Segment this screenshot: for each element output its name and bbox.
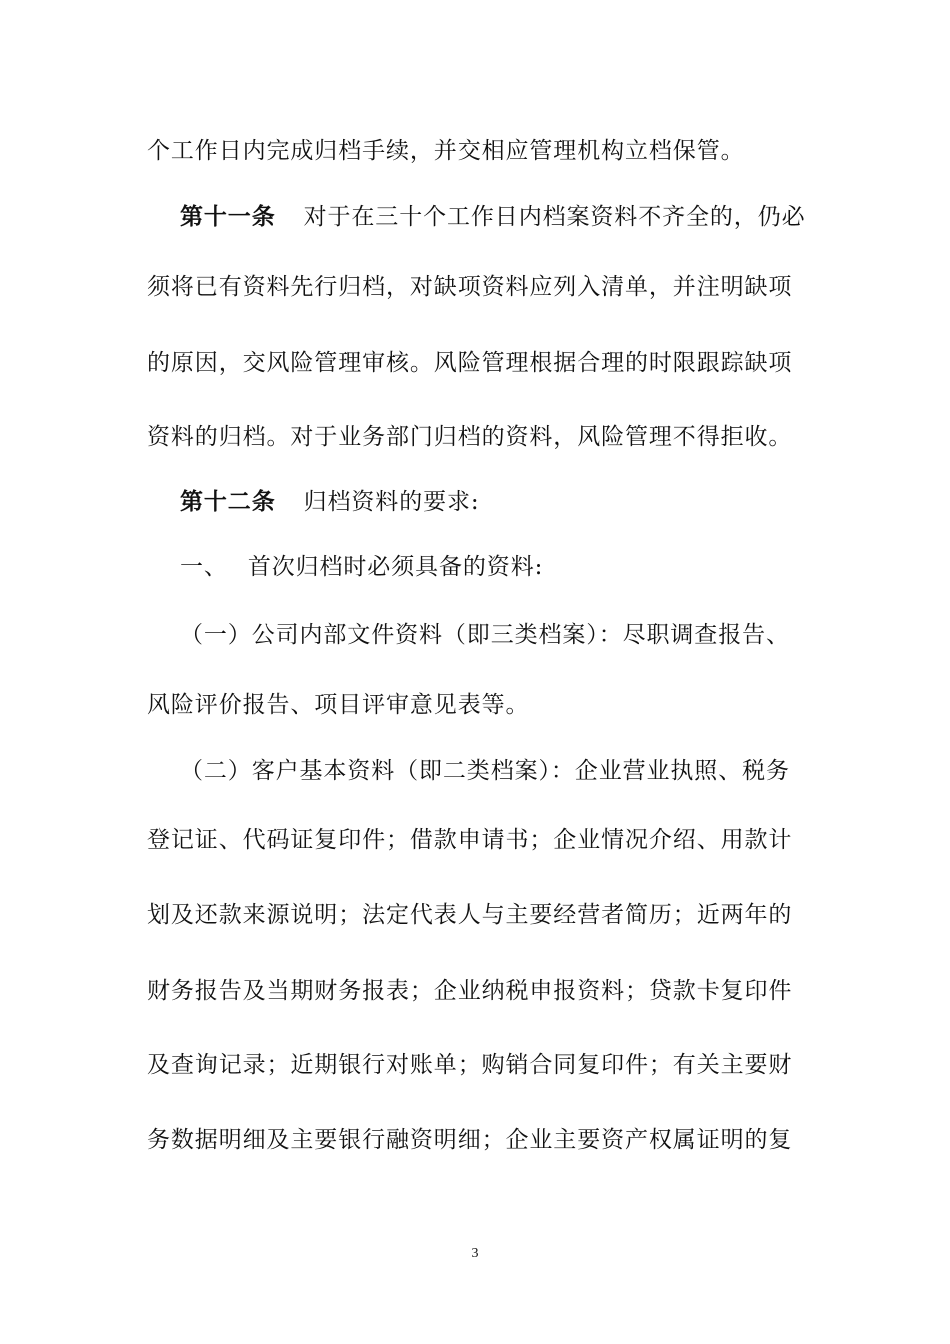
text-line-13 (147, 976, 807, 1006)
article-11-first-line (180, 202, 840, 232)
page-number: 3 (471, 1246, 479, 1261)
line-11-text: 登记证、代码证复印件；借款申请书；企业情况介绍、用款计 (147, 827, 793, 853)
line-4-text: 的原因，交风险管理审核。风险管理根据合理的时限跟踪缺项 (147, 350, 793, 376)
text-line-4 (147, 348, 807, 378)
item-one-line (180, 552, 840, 582)
line-7-text: 首次归档时必须具备的资料: (247, 554, 544, 580)
line-2-text: 对于在三十个工作日内档案资料不齐全的，仍必 (303, 204, 806, 230)
line-9-text: 风险评价报告、项目评审意见表等。 (147, 692, 530, 718)
line-13-text: 财务报告及当期财务报表；企业纳税申报资料；贷款卡复印件 (147, 978, 793, 1004)
text-line-14 (147, 1050, 807, 1080)
line-3-text: 须将已有资料先行归档，对缺项资料应列入清单，并注明缺项 (147, 274, 793, 300)
text-line-1 (147, 136, 807, 166)
line-15-text: 务数据明细及主要银行融资明细；企业主要资产权属证明的复 (147, 1127, 793, 1153)
line-5-text: 资料的归档。对于业务部门归档的资料，风险管理不得拒收。 (147, 424, 793, 450)
line-1-text: 个工作日内完成归档手续，并交相应管理机构立档保管。 (147, 138, 745, 164)
text-line-9 (147, 690, 807, 720)
line-8-text: （一）公司内部文件资料（即三类档案）：尽职调查报告、 (180, 622, 790, 648)
text-line-8 (180, 620, 840, 650)
article-11-label: 第十一条 (180, 203, 276, 230)
line-12-text: 划及还款来源说明；法定代表人与主要经营者简历；近两年的 (147, 902, 793, 928)
line-6-text: 归档资料的要求: (303, 489, 480, 515)
text-line-10 (180, 756, 840, 786)
text-line-11 (147, 825, 807, 855)
text-line-3 (147, 272, 807, 302)
line-14-text: 及查询记录；近期银行对账单；购销合同复印件；有关主要财 (147, 1052, 793, 1078)
text-line-15 (147, 1125, 807, 1155)
item-one-label: 一、 (180, 554, 228, 580)
article-12-label: 第十二条 (180, 488, 276, 515)
text-line-5 (147, 422, 807, 452)
article-12-line (180, 487, 840, 517)
text-line-12 (147, 900, 807, 930)
line-10-text: （二）客户基本资料（即二类档案）：企业营业执照、税务 (180, 758, 790, 784)
